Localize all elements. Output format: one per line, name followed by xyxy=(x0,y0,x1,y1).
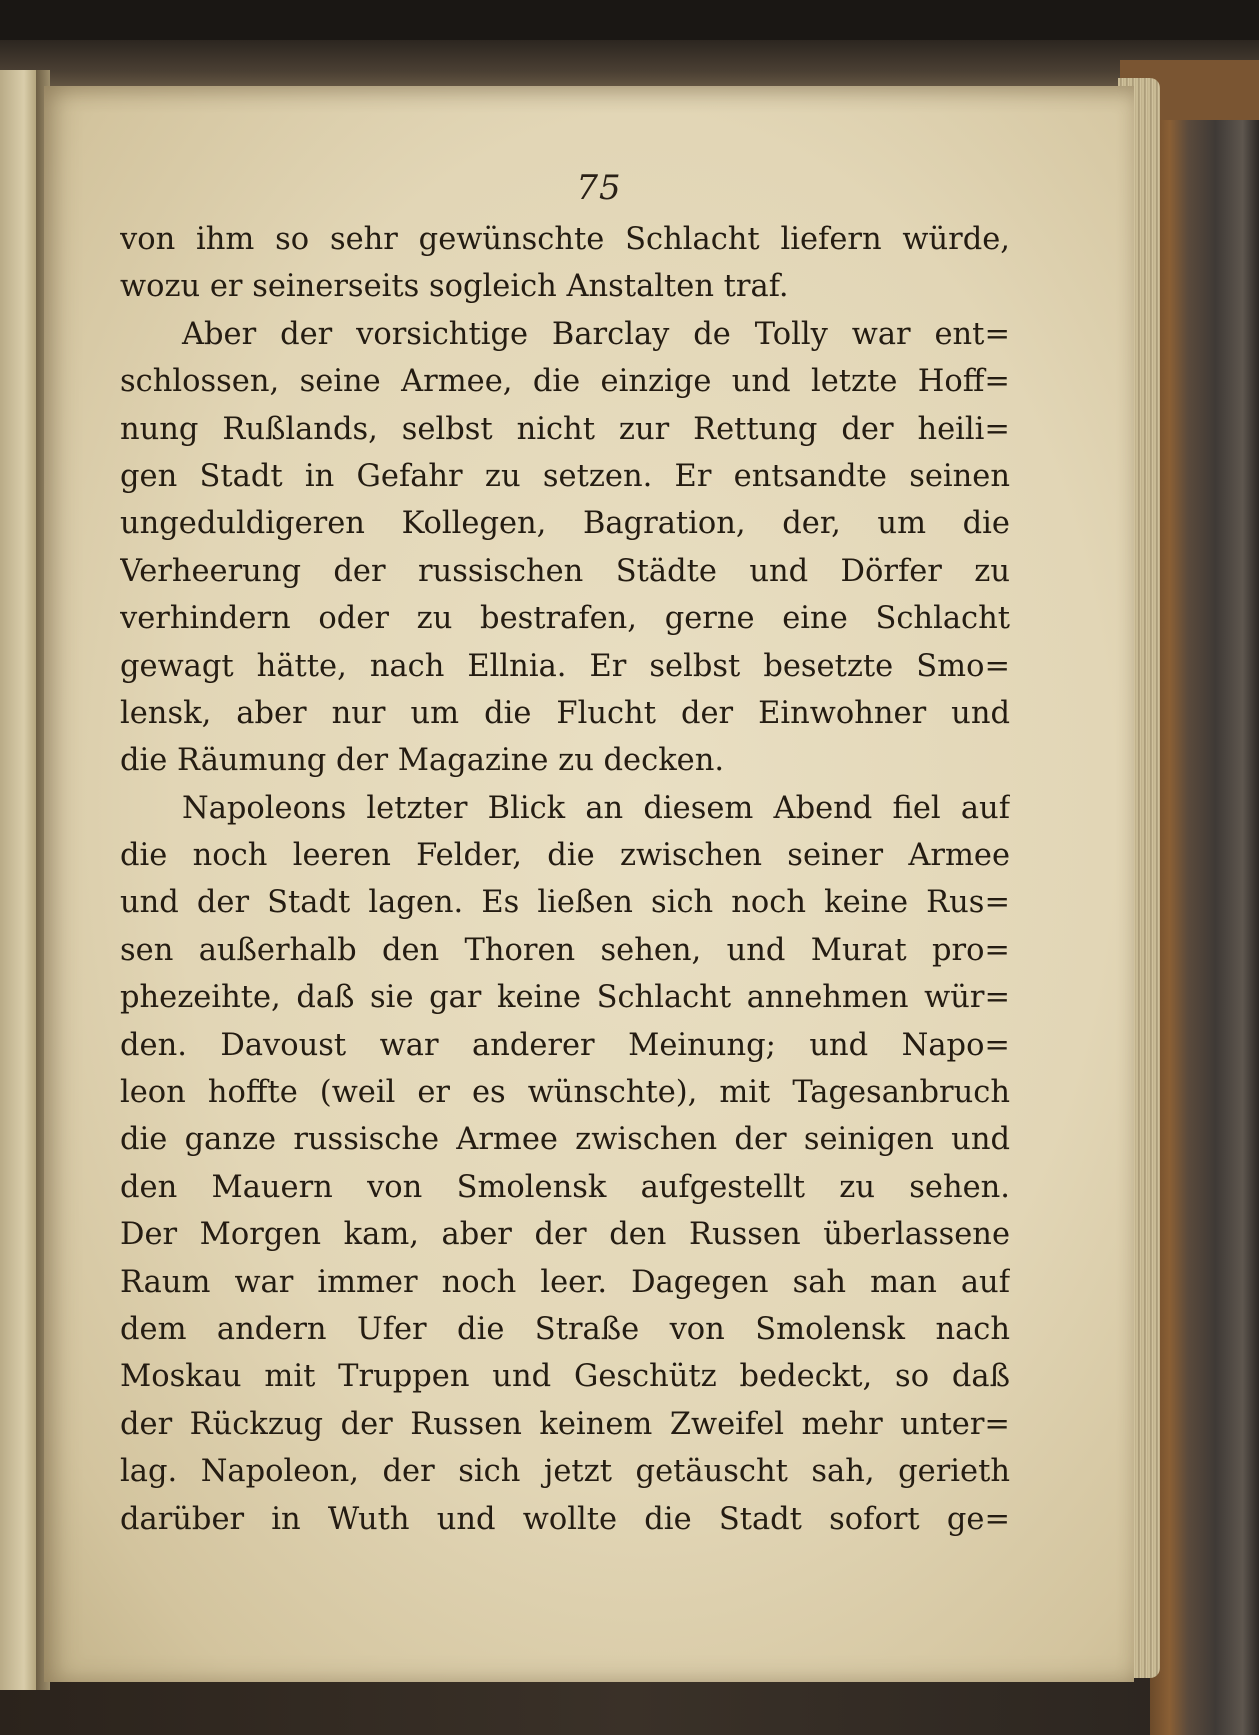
text-line: wozu er seinerseits sogleich Anstalten traf. xyxy=(120,269,789,305)
text-line: Napoleons letzter Blick an diesem Abend fiel auf xyxy=(182,790,1010,826)
text-line: sen außerhalb den Thoren sehen, und Murat pro= xyxy=(120,932,1010,968)
text-line: Moskau mit Truppen und Geschütz bedeckt, so daß xyxy=(120,1359,1010,1395)
text-line: Raum war immer noch leer. Dagegen sah man auf xyxy=(120,1264,1010,1300)
text-line: die Räumung der Magazine zu decken. xyxy=(120,743,725,779)
text-line: verhindern oder zu bestrafen, gerne eine Schlacht xyxy=(120,601,1010,637)
text-line: lag. Napoleon, der sich jetzt getäuscht sah, gerieth xyxy=(120,1454,1010,1490)
text-line: und der Stadt lagen. Es ließen sich noch keine Rus= xyxy=(120,885,1010,921)
text-line: der Rückzug der Russen keinem Zweifel mehr unter= xyxy=(120,1406,1010,1442)
text-line: den. Davoust war anderer Meinung; und Napo= xyxy=(120,1027,1010,1063)
book-page xyxy=(44,86,1134,1682)
leather-binding xyxy=(1150,60,1259,1735)
text-line: dem andern Ufer die Straße von Smolensk nach xyxy=(120,1311,1010,1347)
text-line: lensk, aber nur um die Flucht der Einwohner und xyxy=(120,695,1010,731)
text-line: Aber der vorsichtige Barclay de Tolly war ent= xyxy=(182,316,1010,352)
text-line: gen Stadt in Gefahr zu setzen. Er entsandte seinen xyxy=(120,458,1010,494)
text-line: gewagt hätte, nach Ellnia. Er selbst besetzte Smo= xyxy=(120,648,1010,684)
facing-page-edge xyxy=(0,70,40,1690)
text-line: schlossen, seine Armee, die einzige und letzte Hoff= xyxy=(120,364,1010,400)
text-line: die ganze russische Armee zwischen der seinigen und xyxy=(120,1122,1010,1158)
text-line: Verheerung der russischen Städte und Dörfer zu xyxy=(120,553,1010,589)
text-line: nung Rußlands, selbst nicht zur Rettung der heili= xyxy=(120,411,1010,447)
text-line: leon hoffte (weil er es wünschte), mit Tagesanbruch xyxy=(120,1075,1010,1111)
text-line: ungeduldigeren Kollegen, Bagration, der, um die xyxy=(120,506,1010,542)
text-line: von ihm so sehr gewünschte Schlacht liefern würde, xyxy=(120,222,1010,257)
text-line: darüber in Wuth und wollte die Stadt sofort ge= xyxy=(120,1501,1010,1537)
text-line: phezeihte, daß sie gar keine Schlacht annehmen wür= xyxy=(120,980,1010,1016)
page-number: 75 xyxy=(576,168,622,208)
body-text xyxy=(120,216,1010,1543)
text-line: Der Morgen kam, aber der den Russen überlassene xyxy=(120,1217,1010,1253)
text-line: den Mauern von Smolensk aufgestellt zu sehen. xyxy=(120,1169,1010,1205)
text-line: die noch leeren Felder, die zwischen seiner Armee xyxy=(120,838,1010,874)
top-edge-shadow xyxy=(0,40,1259,92)
